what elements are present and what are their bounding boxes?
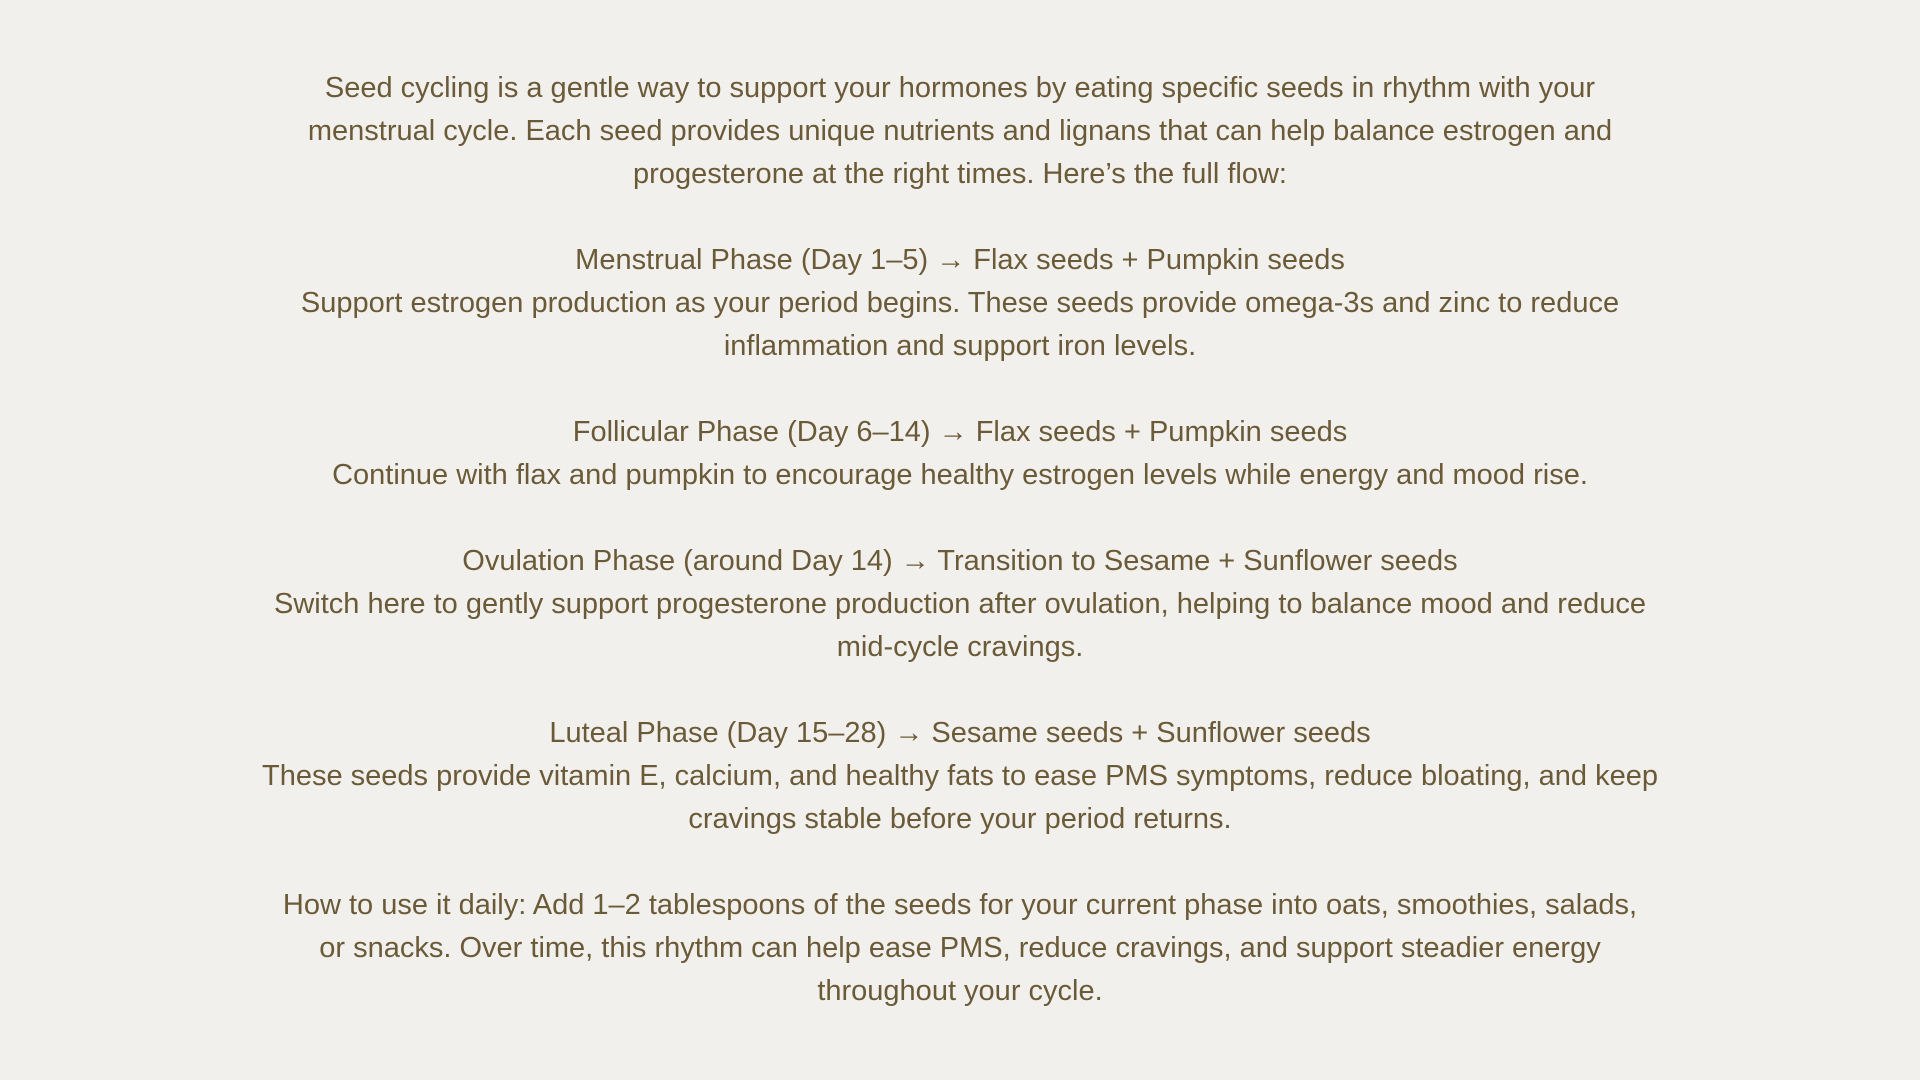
phase-description: Continue with flax and pumpkin to encourage healthy estrogen levels while energy and mood rise. (332, 459, 1588, 491)
daily-usage-text: Add 1–2 tablespoons of the seeds for your current phase into oats, smoothies, salads, or snacks. Over time, this rhythm can help ease PMS, reduce cravings, and support steadier energy throughout your cycle. (319, 889, 1638, 1007)
phase-description: Support estrogen production as your period begins. These seeds provide omega-3s and zinc to reduce inflammation and support iron levels. (300, 287, 1620, 362)
daily-usage-label: How to use it daily: (282, 889, 527, 921)
phase-heading: Menstrual Phase (Day 1–5) → Flax seeds + Pumpkin seeds (575, 244, 1345, 276)
phase-ovulation (250, 540, 1670, 669)
phase-heading: Luteal Phase (Day 15–28) → Sesame seeds + Sunflower seeds (549, 717, 1371, 749)
intro-paragraph: Seed cycling is a gentle way to support your hormones by eating specific seeds in rhythm with your menstrual cycle. Each seed provides unique nutrients and lignans that can help balance estrogen and progesterone at the right times. Here’s the full flow: (307, 72, 1613, 190)
phase-description: Switch here to gently support progesterone production after ovulation, helping to balance mood and reduce mid-cycle cravings. (274, 588, 1646, 663)
daily-usage-paragraph (250, 884, 1670, 1013)
article-body (250, 67, 1670, 1013)
phase-description: These seeds provide vitamin E, calcium, and healthy fats to ease PMS symptoms, reduce bloating, and keep cravings stable before your period returns. (262, 760, 1658, 835)
phase-heading: Follicular Phase (Day 6–14) → Flax seeds + Pumpkin seeds (572, 416, 1348, 448)
phase-luteal (250, 712, 1670, 841)
phase-heading: Ovulation Phase (around Day 14) → Transition to Sesame + Sunflower seeds (462, 545, 1458, 577)
phase-menstrual (250, 239, 1670, 368)
phase-follicular (250, 411, 1670, 497)
